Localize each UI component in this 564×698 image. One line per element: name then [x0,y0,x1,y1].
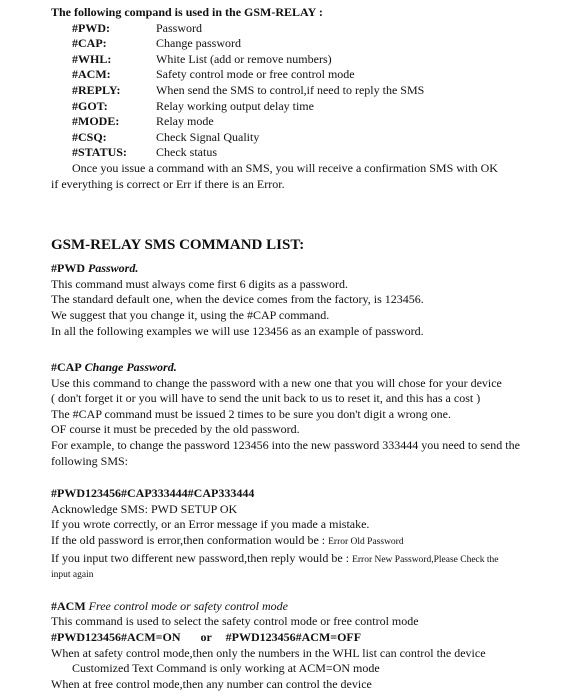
command-code: #REPLY: [72,82,121,97]
command-description: White List (add or remove numbers) [156,51,332,66]
cap-line: The #CAP command must be issued 2 times to be sure you don't digit a wrong one. [51,406,452,421]
command-code: #MODE: [72,114,120,129]
command-description: When send the SMS to control,if need to reply the SMS [156,82,425,97]
pwd-line: The standard default one, when the device comes from the factory, is 123456. [51,292,424,307]
pwd-line: This command must always come first 6 digits as a password. [51,276,348,291]
cap-line: ( don't forget it or you will have to send the unit back to us to reset it, and this has a cost ) [51,391,481,406]
cap-ack: Acknowledge SMS: PWD SETUP OK [51,501,238,516]
intro-heading: The following compand is used in the GSM-RELAY : [51,5,323,19]
command-row [72,145,424,161]
acm-section-title [51,599,554,615]
command-description: Password [156,20,203,35]
command-code: #STATUS: [72,145,127,160]
cap-line: For example, to change the password 123456 into the new password 333444 you need to send the [51,438,520,453]
command-row [72,99,424,115]
pwd-line: In all the following examples we will use 123456 as an example of password. [51,323,424,338]
acm-code: #ACM [51,598,86,613]
command-code: #CAP: [72,36,107,51]
cap-error-reply: Error Old Password [328,537,404,548]
command-description: Safety control mode or free control mode [156,67,355,82]
cap-error-line [51,551,554,569]
cap-section-title [51,360,554,376]
cap-error-line: If you wrote correctly, or an Error message if you made a mistake. [51,517,370,532]
command-table [72,21,424,161]
acm-example-or: or [200,630,212,644]
acm-name: Free control mode or safety control mode [88,598,288,613]
command-code: #ACM: [72,67,111,82]
pwd-name: Password. [88,261,139,276]
cap-line: OF course it must be preceded by the old password. [51,422,300,437]
acm-line: When at safety control mode,then only the numbers in the WHL list can control the device [51,645,486,660]
command-description: Relay working output delay time [156,98,314,113]
cap-error-line [51,533,554,551]
cap-error-reply-cont: input again [51,570,94,581]
cap-code: #CAP [51,360,82,375]
command-row [72,36,424,52]
command-code: #WHL: [72,51,112,66]
command-row [72,83,424,99]
command-description: Check Signal Quality [156,129,260,144]
command-list-title: GSM-RELAY SMS COMMAND LIST: [51,237,305,254]
acm-examples [51,630,554,646]
command-row [72,52,424,68]
cap-error-text: If you input two different new password,then reply would be : [51,550,353,565]
command-description: Check status [156,145,217,160]
cap-error-text: If the old password is error,then conformation would be : [51,533,329,548]
pwd-line: We suggest that you change it, using the #CAP command. [51,307,330,322]
acm-line: Customized Text Command is only working at ACM=ON mode [72,661,380,676]
command-row [72,21,424,37]
intro-note-line2: if everything is correct or Err if there is an Error. [51,176,285,191]
acm-example-on: #PWD123456#ACM=ON [51,630,181,644]
command-code: #GOT: [72,98,108,113]
command-description: Relay mode [156,114,214,129]
command-code: #PWD: [72,20,110,35]
acm-line: This command is used to select the safety control mode or free control mode [51,614,419,629]
acm-line: When at free control mode,then any number can control the device [51,676,372,691]
acm-example-off: #PWD123456#ACM=OFF [225,630,362,644]
intro-note-line1: Once you issue a command with an SMS, you will receive a confirmation SMS with OK [72,160,498,175]
cap-line: following SMS: [51,453,129,468]
cap-error-reply: Error New Password,Please Check the [352,554,499,565]
cap-line: Use this command to change the password with a new one that you will chose for your device [51,375,502,390]
command-row [72,67,424,83]
command-row [72,114,424,130]
command-row [72,130,424,146]
cap-example: #PWD123456#CAP333444#CAP333444 [51,486,255,501]
command-description: Change password [156,36,241,51]
cap-name: Change Password. [84,360,177,375]
pwd-section-title [51,261,554,277]
command-code: #CSQ: [72,129,107,144]
pwd-code: #PWD [51,261,85,276]
